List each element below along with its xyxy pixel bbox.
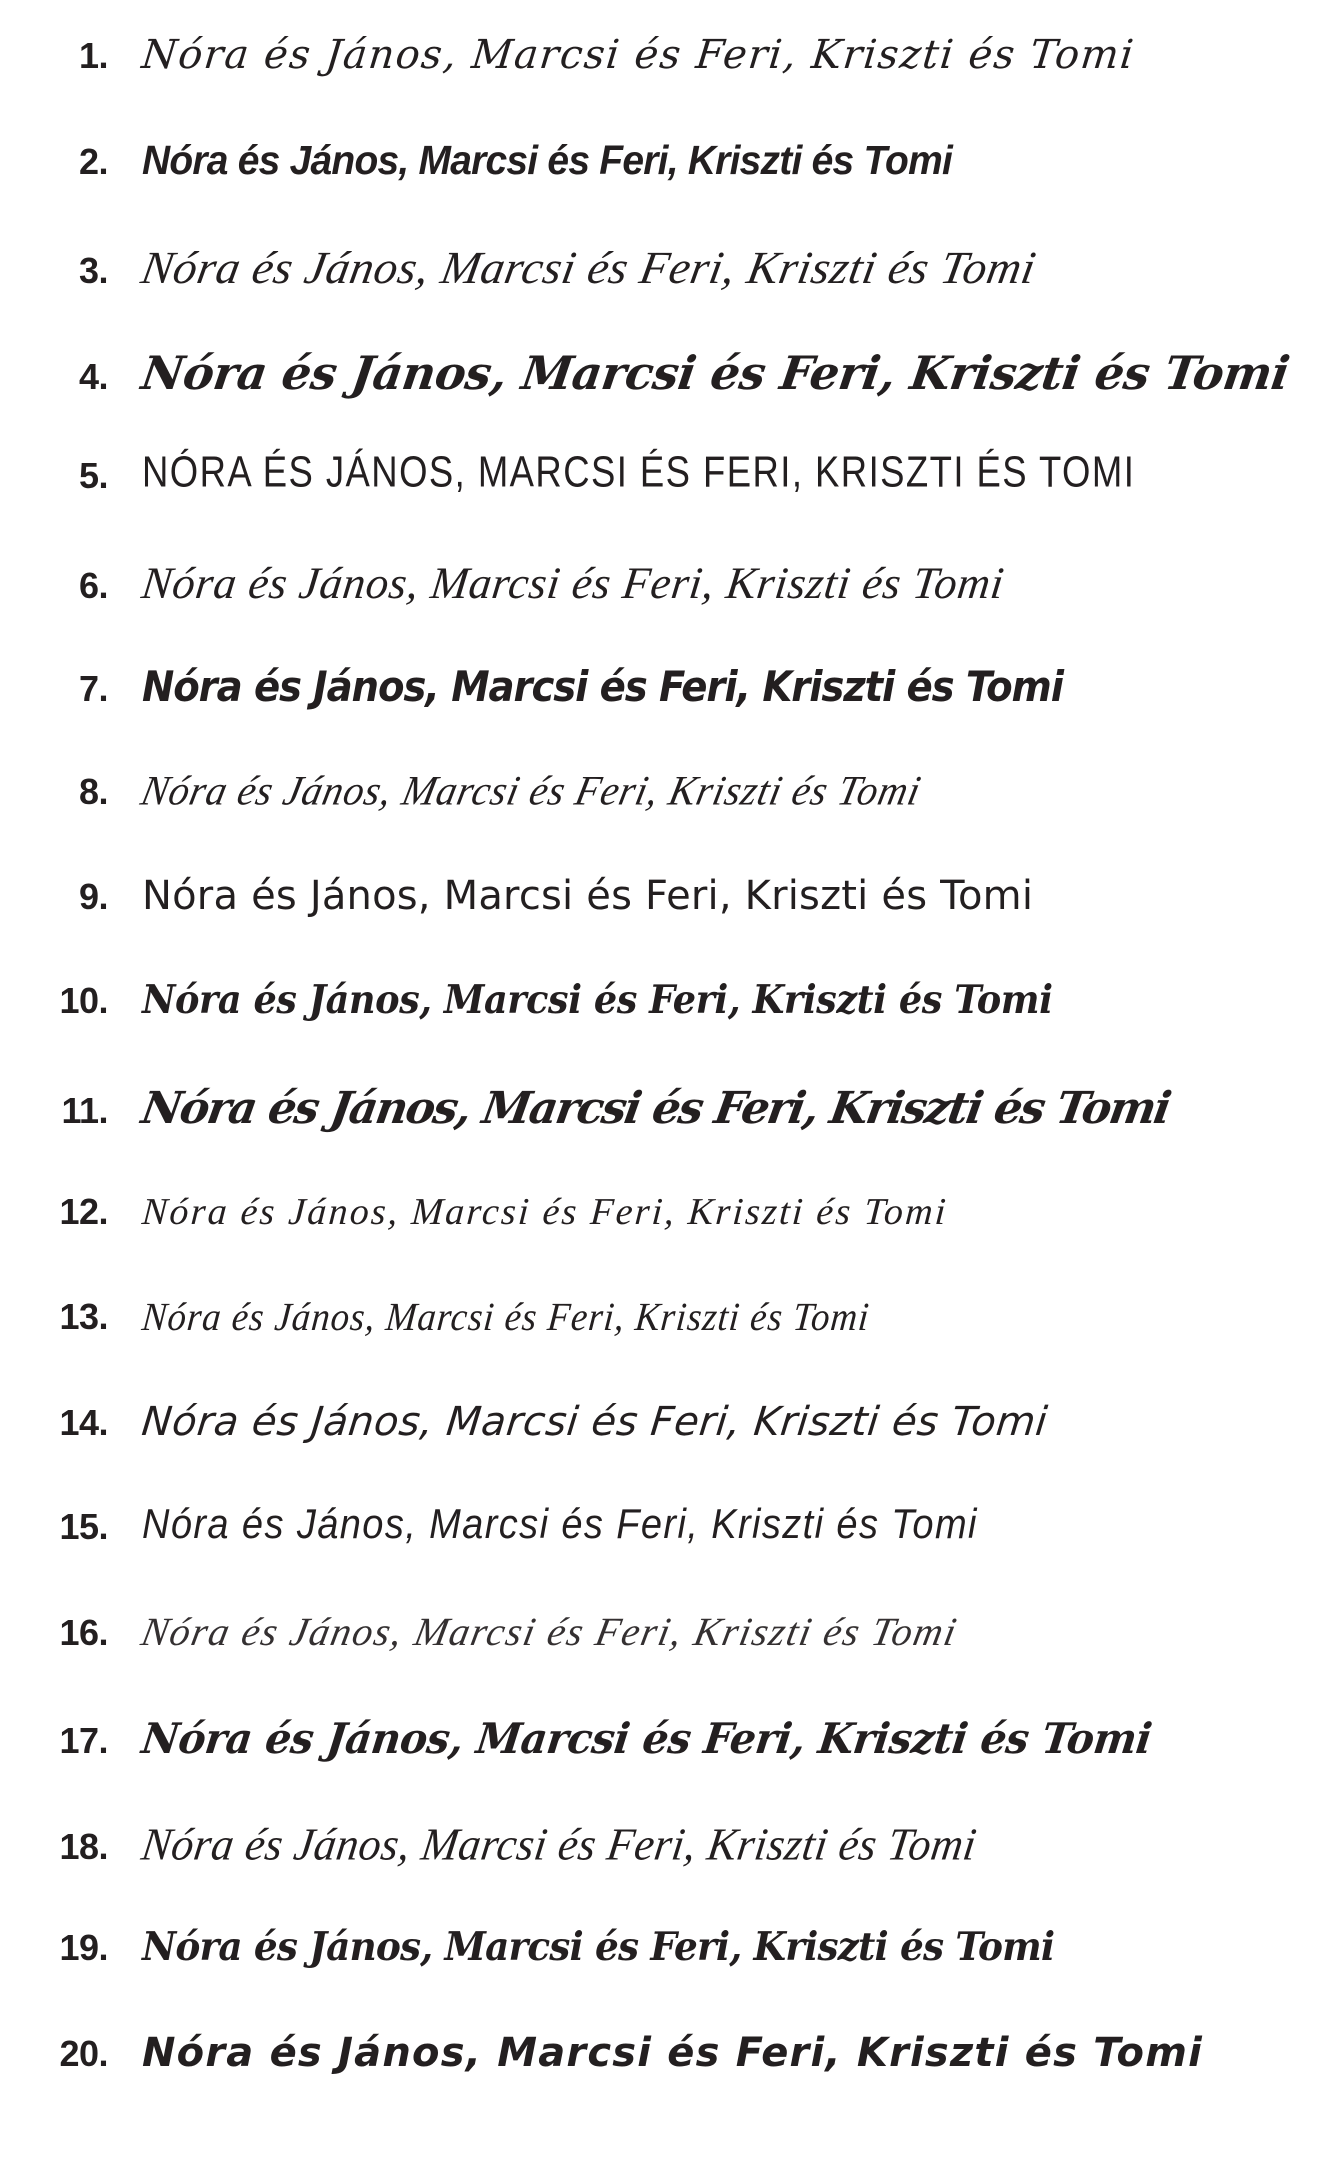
list-item-number: 14. [59,1402,108,1444]
list-item [30,34,1307,139]
font-sample-text: Nóra és János, Marcsi és Feri, Kriszti és Tomi [138,1082,1173,1134]
font-sample-text: Nóra és János, Marcsi és Feri, Kriszti és Tomi [139,32,1137,78]
list-item [30,448,1307,560]
font-sample-text: Nóra és János, Marcsi és Feri, Kriszti és Tomi [137,1609,962,1655]
font-sample-text: Nóra és János, Marcsi és Feri, Kriszti és Tomi [140,1190,950,1233]
list-item [30,557,1307,665]
list-item-number: 6. [78,564,108,606]
font-sample-text: NÓRA ÉS JÁNOS, MARCSI ÉS FERI, KRISZTI ÉS TOMI [142,448,1136,497]
list-item [30,1296,1307,1401]
list-item [30,766,1307,875]
list-item [30,1401,1307,1506]
font-sample-text: Nóra és János, Marcsi és Feri, Kriszti és Tomi [142,1923,1055,1970]
list-item-number: 1. [78,35,108,76]
list-item [30,1191,1307,1296]
list-item [30,875,1307,980]
font-sample-text: Nóra és János, Marcsi és Feri, Kriszti és Tomi [139,1399,1050,1446]
font-sample-text: Nóra és János, Marcsi és Feri, Kriszti és Tomi [142,2029,1204,2076]
list-item [30,139,1307,244]
list-item-number: 20. [59,2032,108,2074]
list-item [30,1501,1307,1611]
list-item-number: 19. [59,1926,108,1968]
list-item-number: 16. [59,1612,108,1654]
font-sample-text: Nóra és János, Marcsi és Feri, Kriszti és Tomi [138,1818,980,1870]
font-sample-text: Nóra és János, Marcsi és Feri, Kriszti és Tomi [142,661,1063,711]
list-item-number: 5. [78,454,108,496]
font-sample-text: Nóra és János, Marcsi és Feri, Kriszti és Tomi [140,1295,872,1340]
list-item [30,1713,1307,1822]
list-item-number: 7. [78,667,108,709]
list-item [30,1082,1307,1191]
list-item [30,244,1307,349]
list-item [30,1611,1307,1716]
list-item-number: 9. [78,876,108,918]
list-item [30,346,1307,454]
list-item-number: 8. [78,771,108,813]
font-sample-text: Nóra és János, Marcsi és Feri, Kriszti és Tomi [137,242,1040,294]
font-sample-text: Nóra és János, Marcsi és Feri, Kriszti és Tomi [138,346,1293,401]
font-sample-text: Nóra és János, Marcsi és Feri, Kriszti és Tomi [142,873,1034,920]
list-item-number: 10. [59,980,108,1022]
font-sample-text: Nóra és János, Marcsi és Feri, Kriszti és Tomi [139,557,1007,608]
font-sample-text: Nóra és János, Marcsi és Feri, Kriszti és Tomi [142,977,1053,1024]
font-sample-text: Nóra és János, Marcsi és Feri, Kriszti és Tomi [139,1713,1155,1763]
list-item-number: 17. [59,1719,108,1761]
list-item-number: 4. [78,356,108,398]
list-item [30,1923,1307,2032]
font-sample-text: Nóra és János, Marcsi és Feri, Kriszti és Tomi [137,766,926,815]
list-item-number: 11. [61,1089,108,1131]
list-item [30,2029,1307,2137]
list-item [30,977,1307,1085]
list-item-number: 2. [78,141,108,183]
list-item-number: 12. [59,1190,108,1232]
list-item [30,661,1307,770]
list-item [30,1818,1307,1927]
list-item-number: 15. [59,1506,108,1548]
list-item-number: 18. [59,1825,108,1867]
font-sample-text: Nóra és János, Marcsi és Feri, Kriszti és Tomi [142,1501,978,1549]
list-item-number: 13. [59,1295,108,1337]
list-item-number: 3. [78,250,108,292]
font-sample-text: Nóra és János, Marcsi és Feri, Kriszti és Tomi [142,137,953,184]
